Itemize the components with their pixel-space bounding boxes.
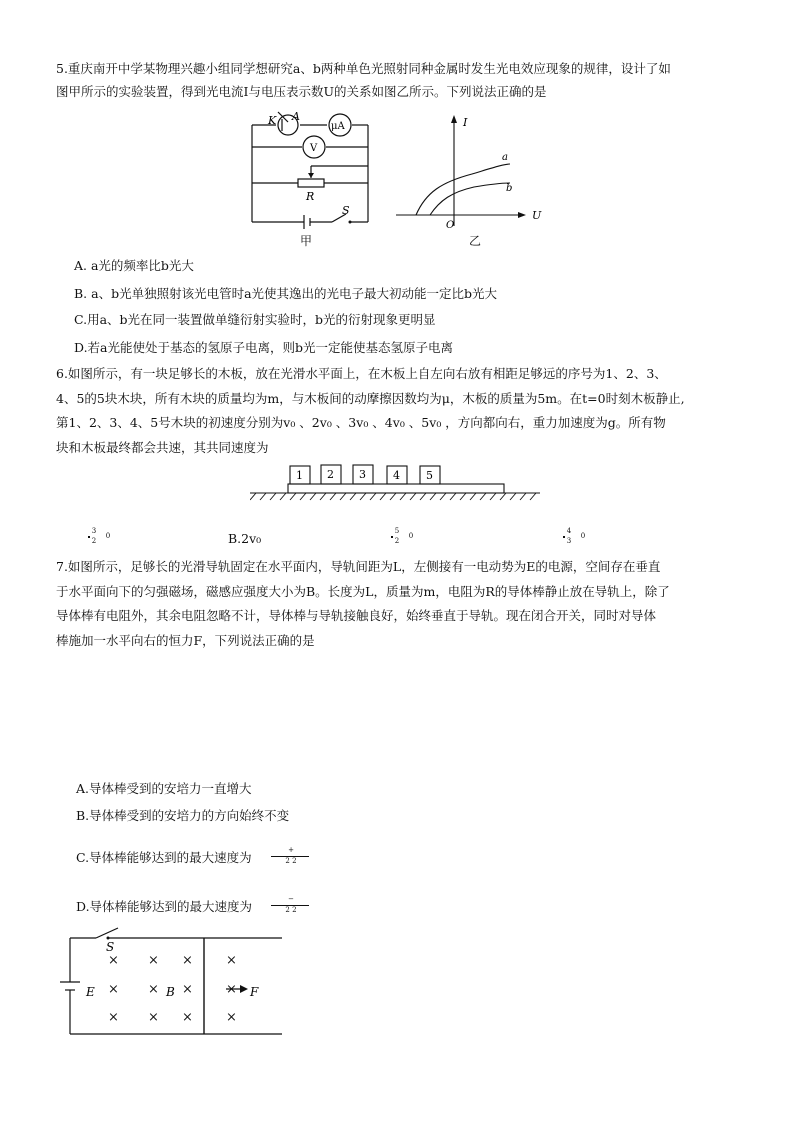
label-microammeter: μA xyxy=(331,121,345,132)
frac-den: 3 xyxy=(566,537,572,545)
fig-yi-caption: 乙 xyxy=(469,234,482,248)
q7-stem-line-2: 于水平面向下的匀强磁场，磁感应强度大小为B。长度为L，质量为m，电阻为R的导体棒静止放在导轨上，除了 xyxy=(56,584,670,599)
q7-option-d: D.导体棒能够达到的最大速度为 xyxy=(76,899,253,914)
q7-option-c-fraction xyxy=(271,846,311,868)
q5-stem-line-1: 5.重庆南开中学某物理兴趣小组同学想研究a、b两种单色光照射同种金属时发生光电效应现象的规律，设计了如 xyxy=(56,61,671,76)
cross: × xyxy=(108,982,119,997)
q5-option-a: A. a光的频率比b光大 xyxy=(74,258,194,273)
cross: × xyxy=(226,953,237,968)
label-r: R xyxy=(306,190,315,203)
q6-option-c xyxy=(391,527,431,551)
axis-u-label: U xyxy=(532,209,542,222)
block-3-label: 3 xyxy=(359,468,366,481)
q7-stem-line-3: 导体棒有电阻外，其余电阻忽略不计，导体棒与导轨接触良好，始终垂直于导轨。现在闭合开关，同时对导体 xyxy=(56,608,657,623)
q5-option-b: B. a、b光单独照射该光电管时a光使其逸出的光电子最大初动能一定比b光大 xyxy=(74,286,498,301)
cross: × xyxy=(182,1010,193,1025)
q5-stem-line-2: 图甲所示的实验装置，得到光电流I与电压表示数U的关系如图乙所示。下列说法正确的是 xyxy=(56,84,547,99)
cross: × xyxy=(108,1010,119,1025)
label-s: S xyxy=(342,204,350,217)
q7-stem-line-1: 7.如图所示，足够长的光滑导轨固定在水平面内，导轨间距为L，左侧接有一电动势为E的电源，空间存在垂直 xyxy=(56,559,661,574)
frac-den: 2 xyxy=(394,537,400,545)
q5-circuit-diagram xyxy=(240,110,380,250)
cross: × xyxy=(182,982,193,997)
label-k: K xyxy=(268,114,277,127)
force-label: F xyxy=(250,985,259,999)
frac-num: 4 xyxy=(566,527,572,535)
frac-tail: 0 xyxy=(580,532,586,540)
q6-stem-line-3: 第1、2、3、4、5号木块的初速度分别为v₀ 、2v₀ 、3v₀ 、4v₀ 、5v₀ ，方向都向右，重力加速度为g。所有物 xyxy=(56,415,666,430)
cross: × xyxy=(182,953,193,968)
cross: × xyxy=(226,1010,237,1025)
field-label: B xyxy=(166,985,175,999)
q7-stem-line-4: 棒施加一水平向右的恒力F，下列说法正确的是 xyxy=(56,633,315,648)
q5-option-c: C.用a、b光在同一装置做单缝衍射实验时，b光的衍射现象更明显 xyxy=(74,312,436,327)
q6-stem-line-1: 6.如图所示，有一块足够长的木板，放在光滑水平面上，在木板上自左向右放有相距足够远的序号为1、2、3、 xyxy=(56,366,667,381)
cross: × xyxy=(148,953,159,968)
cross: × xyxy=(148,1010,159,1025)
label-voltmeter: V xyxy=(310,143,318,154)
q5-iu-graph xyxy=(392,112,552,232)
origin-label: O xyxy=(446,220,455,231)
q7-option-b: B.导体棒受到的安培力的方向始终不变 xyxy=(76,808,290,823)
frac-den: 2 2 xyxy=(285,906,297,914)
frac-num: 5 xyxy=(394,527,400,535)
cross: × xyxy=(148,982,159,997)
frac-num: 3 xyxy=(91,527,97,535)
q7-rail-diagram xyxy=(56,924,296,1044)
cross: × xyxy=(226,982,237,997)
curve-b xyxy=(430,183,513,215)
q6-option-d xyxy=(563,527,603,551)
block-4-label: 4 xyxy=(393,469,400,482)
cross: × xyxy=(108,953,119,968)
frac-den: 2 xyxy=(91,537,97,545)
q6-option-a xyxy=(88,527,128,551)
q7-option-a: A.导体棒受到的安培力一直增大 xyxy=(76,781,252,796)
axis-i-label: I xyxy=(463,116,468,129)
q5-option-d: D.若a光能使处于基态的氢原子电离，则b光一定能使基态氢原子电离 xyxy=(74,340,454,355)
q6-option-b: B.2v₀ xyxy=(228,531,262,546)
q6-board-blocks-diagram xyxy=(250,462,550,506)
fig-jia-caption: 甲 xyxy=(300,234,313,248)
frac-tail: 0 xyxy=(105,532,111,540)
block-1-label: 1 xyxy=(296,469,303,482)
block-5-label: 5 xyxy=(426,469,433,482)
frac-num: − xyxy=(288,895,294,903)
frac-tail: 0 xyxy=(408,532,414,540)
block-2-label: 2 xyxy=(327,468,334,481)
curve-b-label: b xyxy=(506,183,513,194)
label-a: A xyxy=(292,110,300,123)
curve-a-label: a xyxy=(502,152,508,163)
q7-option-d-fraction xyxy=(271,895,311,917)
emf-label: E xyxy=(86,985,95,999)
switch-label: S xyxy=(106,940,115,954)
q6-stem-line-4: 块和木板最终都会共速，其共同速度为 xyxy=(56,440,269,455)
frac-den: 2 2 xyxy=(285,857,297,865)
frac-num: + xyxy=(288,846,294,854)
q7-option-c: C.导体棒能够达到的最大速度为 xyxy=(76,850,252,865)
q6-stem-line-2: 4、5的5块木块，所有木块的质量均为m，与木板间的动摩擦因数均为μ，木板的质量为5m。在t=0时刻木板静止, xyxy=(56,391,685,406)
